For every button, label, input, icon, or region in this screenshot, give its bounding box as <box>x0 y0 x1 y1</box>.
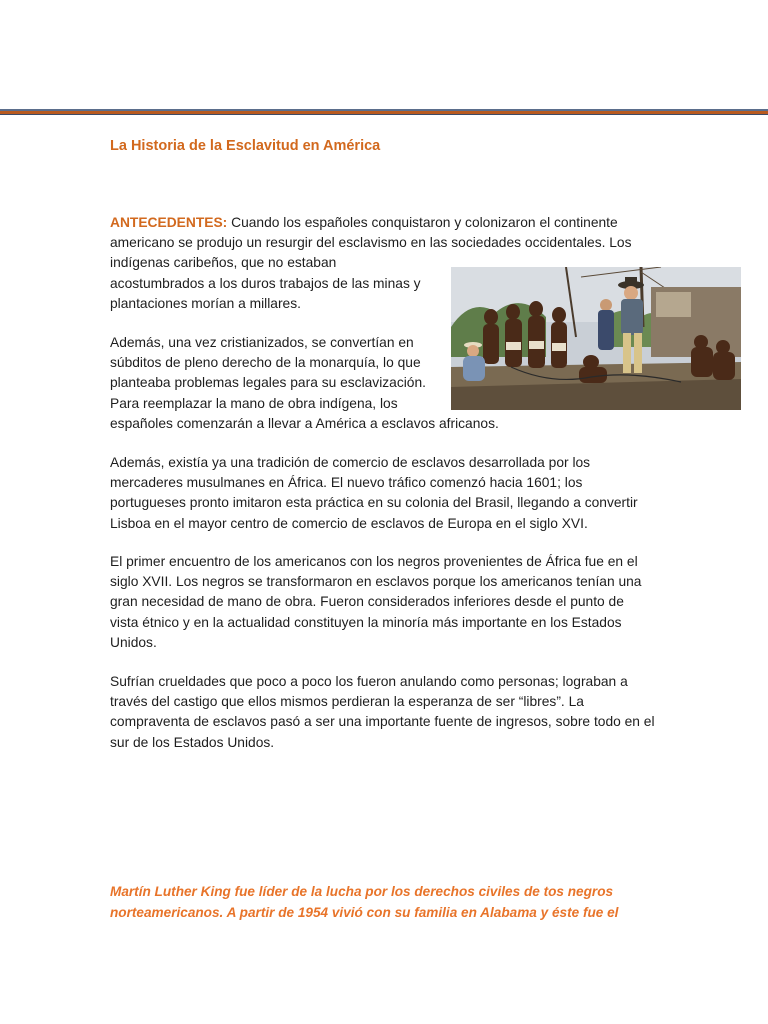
intro-line-2: americano se produjo un resurgir del esclavismo en las sociedades occidentales. Los <box>110 235 632 250</box>
para2-line-4: Para reemplazar la mano de obra indígena, los <box>110 396 398 411</box>
footer-mlk-text: Martín Luther King fue líder de la lucha por los derechos civiles de tos negros norteamericanos. A partir de 1954 vivió con su familia en Alabama y éste fue el <box>110 884 619 920</box>
para2-line-3: planteaba problemas legales para su esclavización. <box>110 375 426 390</box>
paragraph-cruelty: Sufrían crueldades que poco a poco los fueron anulando como personas; lograban a través del castigo que ellos mismos perdieran la esperanza de ser “libres”. La compraventa de esclavos pasó a ser una importante fuente de ingresos, sobre todo en el sur de los Estados Unidos. <box>110 674 655 750</box>
antecedentes-label: ANTECEDENTES: <box>110 215 228 230</box>
intro-line-1 <box>110 213 618 233</box>
slavery-illustration <box>451 267 741 410</box>
intro-line-1-text: Cuando los españoles conquistaron y colonizaron el continente <box>227 215 618 230</box>
para2-line-2: súbditos de pleno derecho de la monarquía, lo que <box>110 355 421 370</box>
intro-line-5: plantaciones morían a millares. <box>110 296 301 311</box>
intro-line-3: indígenas caribeños, que no estaban <box>110 255 337 270</box>
intro-line-4: acostumbrados a los duros trabajos de las minas y <box>110 276 421 291</box>
header-rule-bottom <box>0 114 768 115</box>
para2-line-1: Además, una vez cristianizados, se convertían en <box>110 335 414 350</box>
page-title: La Historia de la Esclavitud en América <box>110 138 381 154</box>
paragraph-trade: Además, existía ya una tradición de comercio de esclavos desarrollada por los mercaderes musulmanes en África. El nuevo tráfico comenzó hacia 1601; los portugueses pronto imitaron esta práctica en su colonia del Brasil, llegando a convertir Lisboa en el mayor centro de comercio de esclavos de Europa en el siglo XVI. <box>110 455 638 531</box>
paragraph-americans: El primer encuentro de los americanos con los negros provenientes de África fue en el siglo XVII. Los negros se transformaron en esclavos porque los americanos tenían una gran necesidad de mano de obra. Fueron considerados inferiores desde el punto de vista étnico y en la actualidad constituyen la minoría más importante en los Estados Unidos. <box>110 554 642 650</box>
para2-line-5: españoles comenzarán a llevar a América a esclavos africanos. <box>110 416 499 431</box>
